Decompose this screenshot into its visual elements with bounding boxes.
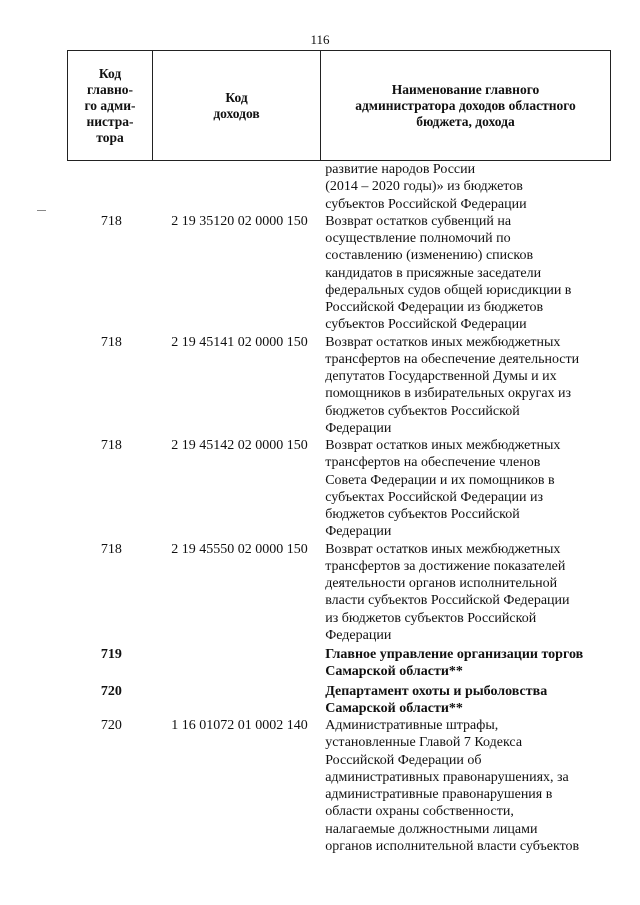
admin-code-cell: 718 — [100, 213, 122, 229]
header-income-code: Код доходов — [152, 50, 321, 161]
table-row — [67, 717, 611, 855]
margin-mark — [37, 210, 46, 211]
admin-code-cell: 720 — [100, 718, 122, 733]
income-code-cell — [156, 161, 324, 213]
income-code-cell: 2 19 35120 02 0000 150 — [171, 213, 308, 229]
admin-code-cell: 720 — [100, 683, 122, 699]
name-cell: Возврат остатков иных межбюджетных трансфертов за достижение показателей деятельности органов исполнительной власти субъектов Российской Федерации из бюджетов субъектов Российской Федерации — [325, 541, 570, 643]
name-cell: Главное управление организации торгов Самарской области** — [325, 647, 584, 680]
admin-code-cell: 719 — [100, 647, 122, 662]
header-admin-code: Код главно- го адми- нистра- тора — [67, 50, 153, 161]
admin-code-cell: 718 — [100, 334, 122, 350]
name-cell: Возврат остатков иных межбюджетных трансфертов на обеспечение деятельности депутатов Государственной Думы и их помощников в избирательных округах из бюджетов субъектов Российской Федерации — [325, 334, 580, 436]
name-cell: Административные штрафы, установленные Главой 7 Кодекса Российской Федерации об административных правонарушениях, за административные правонарушения в области охраны собственности, налагаемые должностными лицами органов исполнительной власти субъектов — [325, 718, 580, 854]
table-row — [67, 646, 611, 681]
income-code-cell: 2 19 45550 02 0000 150 — [171, 541, 308, 557]
table-row — [67, 161, 611, 213]
admin-code-cell: 718 — [100, 438, 122, 453]
table-body — [67, 161, 611, 855]
admin-code-cell — [67, 161, 156, 213]
page-number: 116 — [310, 32, 330, 47]
income-code-cell — [156, 646, 324, 681]
table-row — [67, 683, 611, 718]
income-code-cell: 1 16 01072 01 0002 140 — [171, 718, 308, 733]
name-cell: Возврат остатков субвенций на осуществление полномочий по составлению (изменению) списков кандидатов в присяжные заседатели федеральных судов общей юрисдикции в Российской Федерации из бюджетов субъектов Российской Федерации — [325, 213, 572, 333]
income-code-cell — [156, 683, 324, 718]
table-row — [67, 437, 611, 541]
table-row — [67, 213, 611, 334]
table-row — [67, 334, 611, 438]
header-name: Наименование главного администратора доходов областного бюджета, дохода — [320, 50, 611, 161]
table-row — [67, 541, 611, 645]
table-header — [67, 50, 611, 161]
income-code-cell: 2 19 45141 02 0000 150 — [171, 334, 308, 350]
name-cell: Департамент охоты и рыболовства Самарской области** — [325, 683, 548, 716]
name-cell: развитие народов России (2014 – 2020 годы)» из бюджетов субъектов Российской Федерации — [325, 162, 527, 212]
name-cell: Возврат остатков иных межбюджетных трансфертов на обеспечение членов Совета Федерации и их помощников в субъектах Российской Федерации из бюджетов субъектов Российской Федерации — [325, 438, 561, 540]
admin-code-cell: 718 — [100, 541, 122, 557]
income-code-cell: 2 19 45142 02 0000 150 — [171, 438, 308, 453]
